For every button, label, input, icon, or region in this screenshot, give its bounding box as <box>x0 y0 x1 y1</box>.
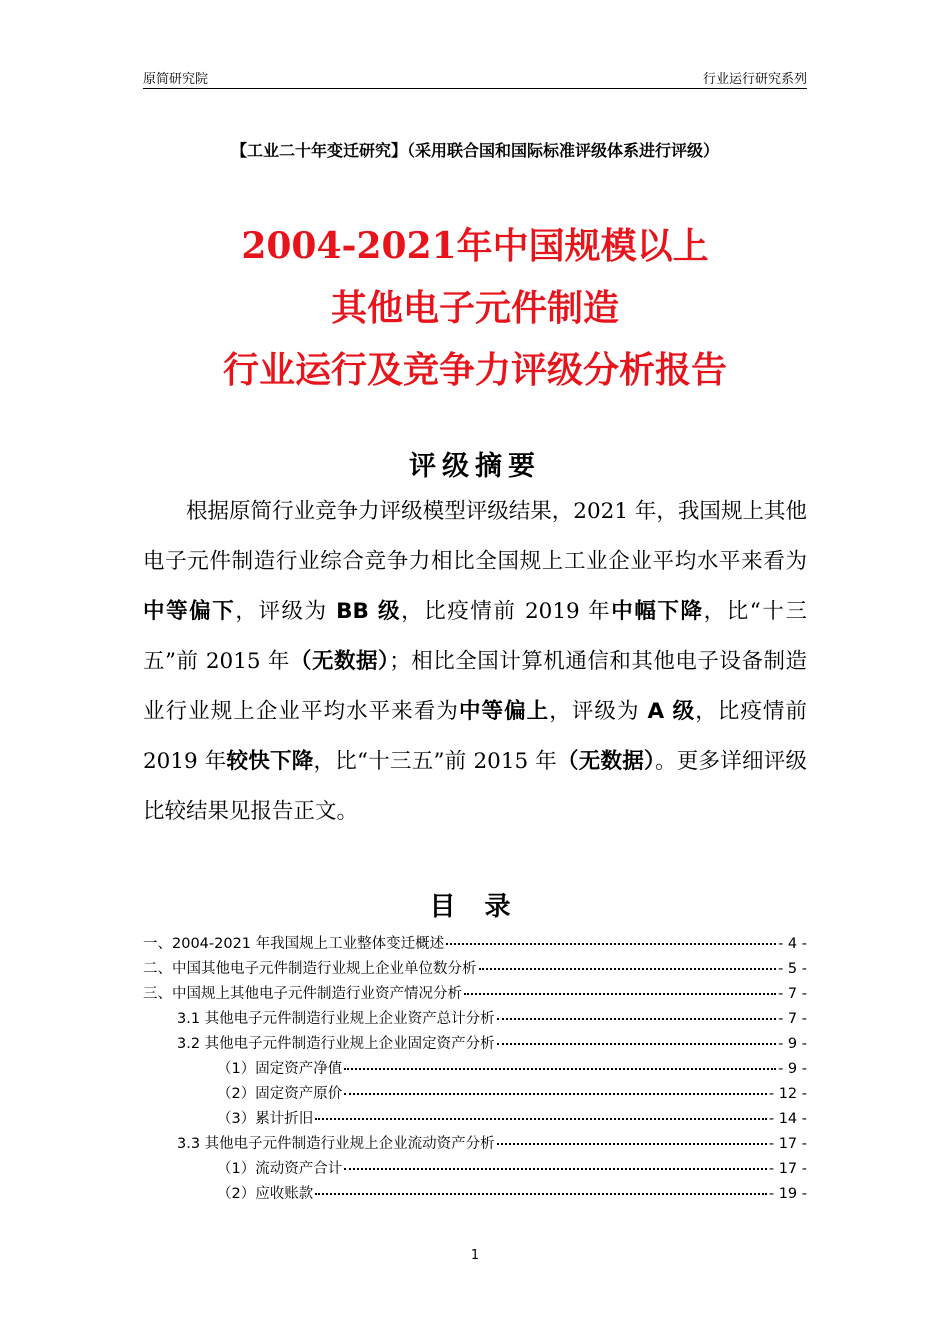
abstract-text: ，评级为 <box>549 699 648 724</box>
toc-dot-leader <box>446 943 776 945</box>
toc-entry[interactable] <box>143 957 807 982</box>
abstract-text: ，比“十三五”前 2015 年 <box>143 599 807 674</box>
page-number: 1 <box>470 1248 480 1263</box>
report-title <box>0 215 950 401</box>
toc-dot-leader <box>315 1193 767 1195</box>
abstract-emphasis: 较快下降 <box>226 749 314 774</box>
toc-entry-label: 三、中国规上其他电子元件制造行业资产情况分析 <box>143 986 462 1002</box>
toc-dot-leader <box>344 1168 767 1170</box>
toc-heading: 目 录 <box>429 892 521 922</box>
header-org: 原简研究院 <box>143 72 209 87</box>
toc-dot-leader <box>497 1143 767 1145</box>
toc-dot-leader <box>344 1093 767 1095</box>
toc-dot-leader <box>479 968 777 970</box>
header-series: 行业运行研究系列 <box>702 72 807 87</box>
toc-entry-page: - 7 - <box>778 1011 807 1027</box>
toc-entry-label: 3.1 其他电子元件制造行业规上企业资产总计分析 <box>177 1011 495 1027</box>
abstract-emphasis: BB 级 <box>336 599 402 624</box>
title-line: 2004-2021年中国规模以上 <box>241 225 709 267</box>
toc-entry-label: 3.2 其他电子元件制造行业规上企业固定资产分析 <box>177 1036 495 1052</box>
toc-entry-label: （2）应收账款 <box>217 1186 314 1202</box>
abstract-text: 。更多详细评级比较结果见报告正文。 <box>143 749 807 824</box>
toc-entry-page: - 9 - <box>778 1036 807 1052</box>
abstract-text: ；相比全国计算机通信和其他电子设备制造业行业规上企业平均水平来看为 <box>143 649 807 724</box>
toc-entry[interactable] <box>143 1132 807 1157</box>
abstract-text: ，比疫情前 2019 年 <box>143 699 807 774</box>
toc-entry[interactable] <box>143 982 807 1007</box>
abstract-emphasis: A 级 <box>647 699 696 724</box>
toc-entry[interactable] <box>143 1057 807 1082</box>
toc-entry[interactable] <box>143 1107 807 1132</box>
toc-entry-label: 一、2004-2021 年我国规上工业整体变迁概述 <box>143 936 445 952</box>
toc-entry-page: - 7 - <box>778 986 807 1002</box>
toc-entry-page: - 17 - <box>768 1136 807 1152</box>
abstract-emphasis: （无数据） <box>289 649 390 674</box>
toc-entry-page: - 19 - <box>768 1186 807 1202</box>
table-of-contents <box>143 932 807 1207</box>
title-line: 其他电子元件制造 <box>330 287 619 329</box>
toc-entry-page: - 4 - <box>778 936 807 952</box>
abstract-heading: 评级摘要 <box>409 451 541 482</box>
toc-entry-page: - 5 - <box>778 961 807 977</box>
toc-entry-page: - 12 - <box>768 1086 807 1102</box>
toc-entry-label: （1）流动资产合计 <box>217 1161 343 1177</box>
title-line: 行业运行及竞争力评级分析报告 <box>222 349 727 391</box>
toc-entry-label: （1）固定资产净值 <box>217 1061 343 1077</box>
toc-dot-leader <box>344 1068 776 1070</box>
toc-dot-leader <box>464 993 776 995</box>
abstract-text: ，比“十三五”前 2015 年 <box>313 749 558 774</box>
toc-entry-page: - 14 - <box>768 1111 807 1127</box>
abstract-text: ，比疫情前 2019 年 <box>401 599 612 624</box>
toc-entry[interactable] <box>143 932 807 957</box>
toc-entry-page: - 9 - <box>778 1061 807 1077</box>
toc-dot-leader <box>315 1118 767 1120</box>
toc-entry[interactable] <box>143 1007 807 1032</box>
toc-entry-label: （2）固定资产原价 <box>217 1086 343 1102</box>
toc-entry-page: - 17 - <box>768 1161 807 1177</box>
abstract-paragraph <box>143 487 807 837</box>
toc-entry[interactable] <box>143 1082 807 1107</box>
abstract-text: 根据原简行业竞争力评级模型评级结果，2021 年，我国规上其他电子元件制造行业综合竞争力相比全国规上工业企业平均水平来看为 <box>143 499 807 574</box>
abstract-emphasis: （无数据） <box>557 749 656 774</box>
abstract-text: ，评级为 <box>235 599 337 624</box>
toc-entry[interactable] <box>143 1182 807 1207</box>
abstract-emphasis: 中等偏下 <box>143 599 236 624</box>
toc-entry[interactable] <box>143 1157 807 1182</box>
toc-entry-label: 二、中国其他电子元件制造行业规上企业单位数分析 <box>143 961 477 977</box>
toc-entry[interactable] <box>143 1032 807 1057</box>
abstract-emphasis: 中等偏上 <box>458 699 550 724</box>
toc-entry-label: （3）累计折旧 <box>217 1111 314 1127</box>
page-header <box>143 68 807 89</box>
toc-dot-leader <box>497 1043 776 1045</box>
toc-dot-leader <box>497 1018 776 1020</box>
toc-entry-label: 3.3 其他电子元件制造行业规上企业流动资产分析 <box>177 1136 495 1152</box>
abstract-emphasis: 中幅下降 <box>611 599 704 624</box>
report-subtitle: 【工业二十年变迁研究】（采用联合国和国际标准评级体系进行评级） <box>230 141 719 160</box>
